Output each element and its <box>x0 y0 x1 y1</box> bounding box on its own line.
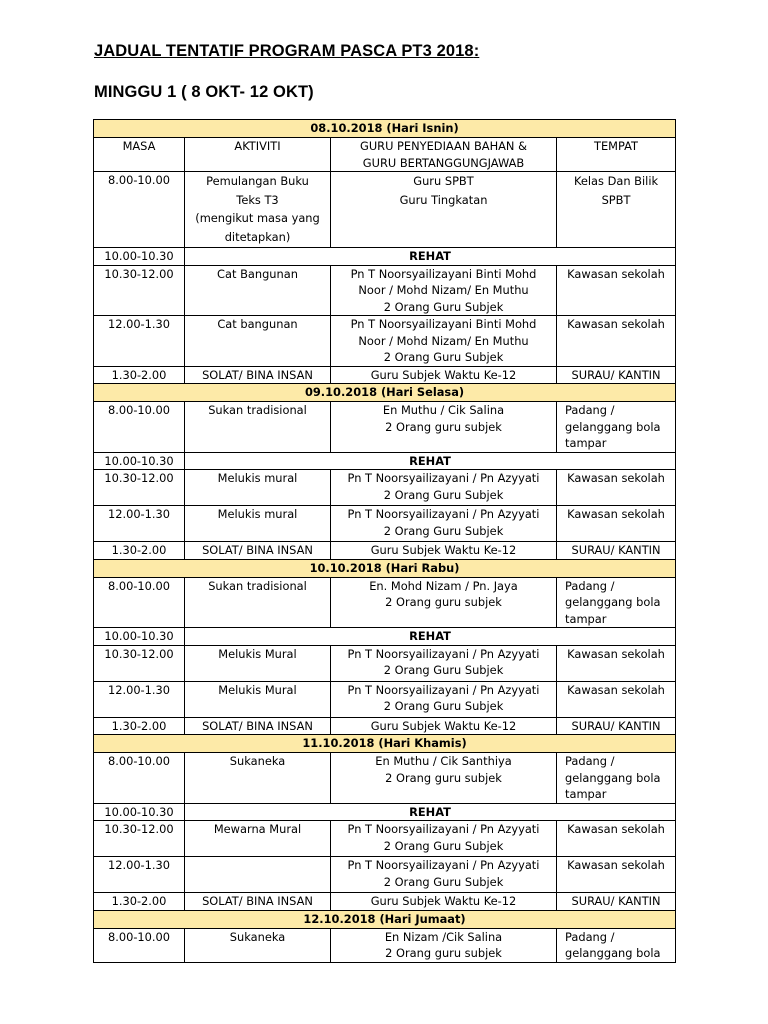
cell-guru-line: Pn T Noorsyailizayani / Pn Azyyati <box>347 646 540 661</box>
cell-tempat-line: gelanggang bola <box>565 595 661 609</box>
cell-aktiviti <box>185 542 331 560</box>
cell-masa: 1.30-2.00 <box>94 717 185 735</box>
cell-guru-line: En Muthu / Cik Santhiya <box>375 754 512 768</box>
cell-guru <box>331 265 557 316</box>
cell-guru-line: 2 Orang Guru Subjek <box>383 487 504 502</box>
cell-guru-line: 2 Orang guru subjek <box>385 946 502 960</box>
cell-masa: 1.30-2.00 <box>94 542 185 560</box>
activity-row <box>94 645 676 681</box>
header-masa: MASA <box>94 138 185 172</box>
cell-masa: 10.00-10.30 <box>94 803 185 821</box>
cell-aktiviti <box>185 316 331 367</box>
cell-aktiviti <box>185 366 331 384</box>
cell-tempat-line: Padang / <box>565 754 615 768</box>
cell-tempat-line: SURAU/ KANTIN <box>571 367 661 382</box>
cell-aktiviti <box>185 928 331 962</box>
cell-guru <box>331 542 557 560</box>
cell-tempat-line: Kawasan sekolah <box>567 507 665 521</box>
cell-guru-line: 2 Orang Guru Subjek <box>383 523 504 538</box>
cell-guru <box>331 928 557 962</box>
cell-tempat-line: Padang / <box>565 578 615 593</box>
cell-aktiviti <box>185 857 331 893</box>
cell-tempat-line: tampar <box>565 787 607 801</box>
cell-masa: 10.30-12.00 <box>94 821 185 857</box>
cell-masa: 10.00-10.30 <box>94 628 185 646</box>
cell-tempat-line: Kawasan sekolah <box>567 822 665 836</box>
cell-tempat <box>557 717 676 735</box>
cell-guru <box>331 577 557 628</box>
cell-aktiviti-line: SOLAT/ BINA INSAN <box>202 894 313 908</box>
cell-tempat-line: SURAU/ KANTIN <box>571 543 661 557</box>
day-header-row <box>94 910 676 928</box>
day-header-row <box>94 384 676 402</box>
cell-aktiviti-line: SOLAT/ BINA INSAN <box>202 718 313 733</box>
cell-tempat <box>557 821 676 857</box>
cell-aktiviti <box>185 265 331 316</box>
cell-guru <box>331 821 557 857</box>
activity-row <box>94 857 676 893</box>
cell-tempat <box>557 366 676 384</box>
activity-row <box>94 265 676 316</box>
cell-guru-line: Noor / Mohd Nizam/ En Muthu <box>358 283 529 297</box>
cell-guru <box>331 753 557 804</box>
break-row <box>94 248 676 266</box>
cell-masa: 8.00-10.00 <box>94 753 185 804</box>
cell-masa: 12.00-1.30 <box>94 316 185 367</box>
cell-aktiviti-line: Melukis mural <box>217 507 298 521</box>
cell-aktiviti-line: (mengikut masa yang <box>195 211 320 225</box>
cell-aktiviti <box>185 753 331 804</box>
cell-aktiviti <box>185 821 331 857</box>
cell-tempat <box>557 681 676 717</box>
cell-aktiviti-line: Mewarna Mural <box>213 822 302 836</box>
cell-guru-line: Pn T Noorsyailizayani / Pn Azyyati <box>347 822 540 836</box>
cell-aktiviti <box>185 470 331 506</box>
cell-guru <box>331 857 557 893</box>
cell-tempat <box>557 402 676 453</box>
cell-tempat-line: Padang / <box>565 929 615 944</box>
cell-guru-line: Guru Subjek Waktu Ke-12 <box>370 543 517 557</box>
cell-tempat <box>557 506 676 542</box>
cell-tempat-line: SURAU/ KANTIN <box>571 894 661 908</box>
cell-guru <box>331 645 557 681</box>
cell-guru <box>331 893 557 911</box>
day-header: 12.10.2018 (Hari Jumaat) <box>94 910 676 928</box>
cell-tempat <box>557 265 676 316</box>
cell-masa: 12.00-1.30 <box>94 857 185 893</box>
break-row <box>94 628 676 646</box>
cell-tempat-line: SPBT <box>601 192 631 207</box>
cell-masa: 8.00-10.00 <box>94 402 185 453</box>
activity-row <box>94 928 676 962</box>
cell-tempat <box>557 172 676 248</box>
schedule-table <box>93 119 676 963</box>
cell-guru-line: Guru Subjek Waktu Ke-12 <box>370 367 517 382</box>
cell-guru-line: 2 Orang Guru Subjek <box>383 699 504 713</box>
cell-guru-line: 2 Orang guru subjek <box>385 595 502 609</box>
cell-guru-line: En Muthu / Cik Salina <box>382 403 505 417</box>
activity-row <box>94 577 676 628</box>
activity-row <box>94 681 676 717</box>
cell-rehat: REHAT <box>185 803 676 821</box>
activity-row <box>94 402 676 453</box>
cell-guru <box>331 506 557 542</box>
cell-aktiviti <box>185 717 331 735</box>
cell-guru-line: Guru Subjek Waktu Ke-12 <box>370 894 517 908</box>
cell-aktiviti-line: SOLAT/ BINA INSAN <box>202 367 313 382</box>
cell-aktiviti-line: Melukis mural <box>217 471 298 485</box>
activity-row <box>94 753 676 804</box>
cell-aktiviti-line: Pemulangan Buku <box>206 174 309 188</box>
cell-masa: 10.30-12.00 <box>94 470 185 506</box>
cell-aktiviti <box>185 681 331 717</box>
cell-aktiviti-line: SOLAT/ BINA INSAN <box>202 543 313 557</box>
cell-guru-line: Guru Tingkatan <box>399 192 488 207</box>
cell-tempat <box>557 577 676 628</box>
cell-tempat <box>557 753 676 804</box>
cell-guru-line: 2 Orang Guru Subjek <box>383 350 504 364</box>
cell-guru-line: En. Mohd Nizam / Pn. Jaya <box>369 578 518 593</box>
cell-aktiviti <box>185 402 331 453</box>
activity-row <box>94 821 676 857</box>
cell-guru <box>331 470 557 506</box>
activity-row <box>94 893 676 911</box>
day-header: 10.10.2018 (Hari Rabu) <box>94 559 676 577</box>
cell-tempat-line: Kawasan sekolah <box>567 646 665 661</box>
activity-row <box>94 542 676 560</box>
cell-masa: 10.30-12.00 <box>94 645 185 681</box>
activity-row <box>94 366 676 384</box>
cell-aktiviti-line: Sukan tradisional <box>208 403 307 417</box>
cell-aktiviti-line: Teks T3 <box>236 192 279 207</box>
cell-tempat-line: Kawasan sekolah <box>567 317 665 331</box>
cell-tempat-line: Kelas Dan Bilik <box>573 174 659 188</box>
cell-rehat: REHAT <box>185 628 676 646</box>
cell-masa: 12.00-1.30 <box>94 681 185 717</box>
cell-tempat-line: gelanggang bola <box>565 419 661 434</box>
cell-tempat <box>557 645 676 681</box>
cell-tempat-line: SURAU/ KANTIN <box>571 718 661 733</box>
cell-masa: 10.00-10.30 <box>94 248 185 266</box>
cell-aktiviti-line: Cat bangunan <box>217 317 298 331</box>
cell-masa: 1.30-2.00 <box>94 366 185 384</box>
header-guru-line1: GURU PENYEDIAAN BAHAN & <box>360 139 527 153</box>
cell-aktiviti-line: ditetapkan) <box>224 229 291 244</box>
cell-guru-line: 2 Orang Guru Subjek <box>383 874 504 889</box>
document-title: JADUAL TENTATIF PROGRAM PASCA PT3 2018: <box>94 42 480 60</box>
cell-guru-line: 2 Orang Guru Subjek <box>383 299 504 314</box>
cell-tempat-line: Padang / <box>565 403 615 417</box>
cell-guru-line: Pn T Noorsyailizayani / Pn Azyyati <box>347 858 540 872</box>
cell-tempat <box>557 928 676 962</box>
cell-tempat <box>557 542 676 560</box>
cell-aktiviti-line: Melukis Mural <box>218 682 297 697</box>
cell-tempat-line: Kawasan sekolah <box>567 266 665 281</box>
cell-masa: 1.30-2.00 <box>94 893 185 911</box>
cell-guru-line: 2 Orang Guru Subjek <box>383 663 504 677</box>
column-header-row <box>94 138 676 172</box>
activity-row <box>94 506 676 542</box>
day-header-row <box>94 559 676 577</box>
cell-aktiviti-line: Sukan tradisional <box>208 578 307 593</box>
cell-guru <box>331 681 557 717</box>
cell-masa: 10.00-10.30 <box>94 452 185 470</box>
cell-aktiviti-line: Melukis Mural <box>218 646 297 661</box>
cell-guru <box>331 366 557 384</box>
cell-tempat <box>557 316 676 367</box>
header-guru <box>331 138 557 172</box>
day-header-row <box>94 120 676 138</box>
cell-tempat-line: Kawasan sekolah <box>567 858 665 872</box>
cell-tempat-line: Kawasan sekolah <box>567 471 665 485</box>
cell-guru <box>331 717 557 735</box>
cell-aktiviti-line: Sukaneka <box>229 929 286 944</box>
day-header-row <box>94 735 676 753</box>
cell-guru-line: Pn T Noorsyailizayani / Pn Azyyati <box>347 507 540 521</box>
cell-guru-line: Guru SPBT <box>413 174 474 188</box>
day-header: 09.10.2018 (Hari Selasa) <box>94 384 676 402</box>
cell-masa: 10.30-12.00 <box>94 265 185 316</box>
cell-guru-line: Pn T Noorsyailizayani / Pn Azyyati <box>347 682 540 697</box>
cell-guru <box>331 402 557 453</box>
cell-aktiviti <box>185 172 331 248</box>
cell-masa: 8.00-10.00 <box>94 172 185 248</box>
cell-aktiviti <box>185 577 331 628</box>
cell-rehat: REHAT <box>185 452 676 470</box>
cell-tempat-line: Kawasan sekolah <box>567 682 665 697</box>
cell-guru-line: 2 Orang Guru Subjek <box>383 838 504 853</box>
cell-tempat <box>557 893 676 911</box>
header-aktiviti: AKTIVITI <box>185 138 331 172</box>
cell-aktiviti-line: Cat Bangunan <box>217 266 298 281</box>
cell-aktiviti <box>185 506 331 542</box>
cell-guru-line: 2 Orang guru subjek <box>385 419 502 434</box>
break-row <box>94 803 676 821</box>
cell-tempat-line: tampar <box>565 436 607 450</box>
header-tempat: TEMPAT <box>557 138 676 172</box>
cell-aktiviti <box>185 893 331 911</box>
cell-tempat-line: gelanggang bola <box>565 946 661 960</box>
break-row <box>94 452 676 470</box>
cell-guru <box>331 172 557 248</box>
cell-guru-line: Pn T Noorsyailizayani Binti Mohd <box>350 266 537 281</box>
cell-aktiviti <box>185 645 331 681</box>
week-subtitle: MINGGU 1 ( 8 OKT- 12 OKT) <box>94 83 314 101</box>
cell-guru-line: Pn T Noorsyailizayani Binti Mohd <box>350 317 537 331</box>
cell-tempat <box>557 857 676 893</box>
cell-guru-line: Pn T Noorsyailizayani / Pn Azyyati <box>347 471 540 485</box>
activity-row <box>94 470 676 506</box>
day-header: 11.10.2018 (Hari Khamis) <box>94 735 676 753</box>
cell-masa: 8.00-10.00 <box>94 577 185 628</box>
cell-tempat-line: tampar <box>565 611 607 626</box>
cell-guru-line: En Nizam /Cik Salina <box>384 929 503 944</box>
cell-guru-line: Guru Subjek Waktu Ke-12 <box>370 718 517 733</box>
cell-guru <box>331 316 557 367</box>
cell-tempat-line: gelanggang bola <box>565 770 661 785</box>
activity-row <box>94 172 676 248</box>
cell-guru-line: 2 Orang guru subjek <box>385 770 502 785</box>
activity-row <box>94 717 676 735</box>
cell-tempat <box>557 470 676 506</box>
header-guru-line2: GURU BERTANGGUNGJAWAB <box>362 155 525 170</box>
cell-masa: 8.00-10.00 <box>94 928 185 962</box>
cell-rehat: REHAT <box>185 248 676 266</box>
cell-aktiviti-line: Sukaneka <box>229 754 286 768</box>
day-header: 08.10.2018 (Hari Isnin) <box>94 120 676 138</box>
cell-guru-line: Noor / Mohd Nizam/ En Muthu <box>358 333 529 348</box>
cell-masa: 12.00-1.30 <box>94 506 185 542</box>
activity-row <box>94 316 676 367</box>
